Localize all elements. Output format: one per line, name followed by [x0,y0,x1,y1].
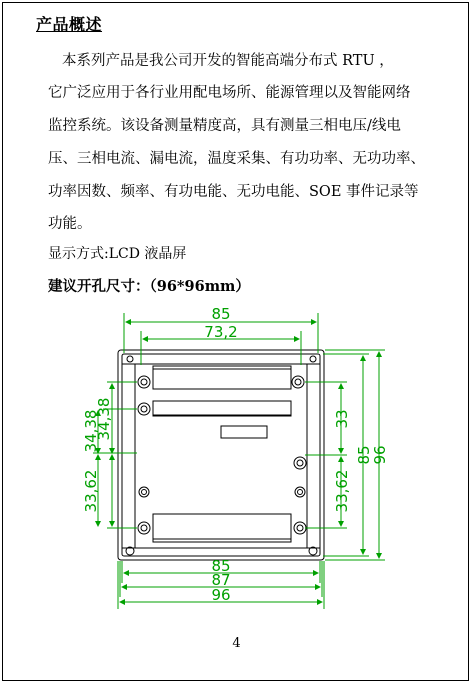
dimension-drawing [82,303,395,613]
dim-label-top-73-2: 73,2 [204,323,238,341]
dim-label-bottom-85: 85 [211,557,231,575]
dim-label-right-96: 96 [371,445,389,465]
dim-label-right-33: 33 [333,409,351,429]
dim-label-bottom-87: 87 [211,571,231,589]
dim-label-right-85: 85 [355,445,373,465]
display-mode-text: 显示方式:LCD 液晶屏 [48,246,187,262]
dim-label-bottom-96: 96 [211,586,231,604]
section-heading: 产品概述 [36,15,103,34]
dim-label-right-33-62: 33,62 [333,469,351,513]
dim-label-left-34-38-b: 34,38 [95,397,113,441]
paragraph-line: 监控系统。该设备测量精度高，具有测量三相电压/线电 [48,118,401,134]
dim-label-left-33-62: 33,62 [82,469,100,513]
paragraph-line: 功能。 [48,216,92,232]
paragraph-line: 功率因数、频率、有功电能、无功电能、SOE 事件记录等 [48,184,419,200]
paragraph-line: 它广泛应用于各行业用配电场所、能源管理以及智能网络 [48,85,411,101]
dimension-lines [93,313,385,609]
device-outline [118,350,324,560]
dim-label-left-34-38: 34,38 [82,409,100,453]
cutout-size-heading: 建议开孔尺寸：（96*96mm） [48,278,250,295]
dim-label-top-85: 85 [211,305,231,323]
page-number: 4 [232,636,241,651]
paragraph-line: 压、三相电流、漏电流，温度采集、有功功率、无功功率、 [48,151,425,167]
paragraph-line: 本系列产品是我公司开发的智能高端分布式 RTU ， [62,53,394,69]
